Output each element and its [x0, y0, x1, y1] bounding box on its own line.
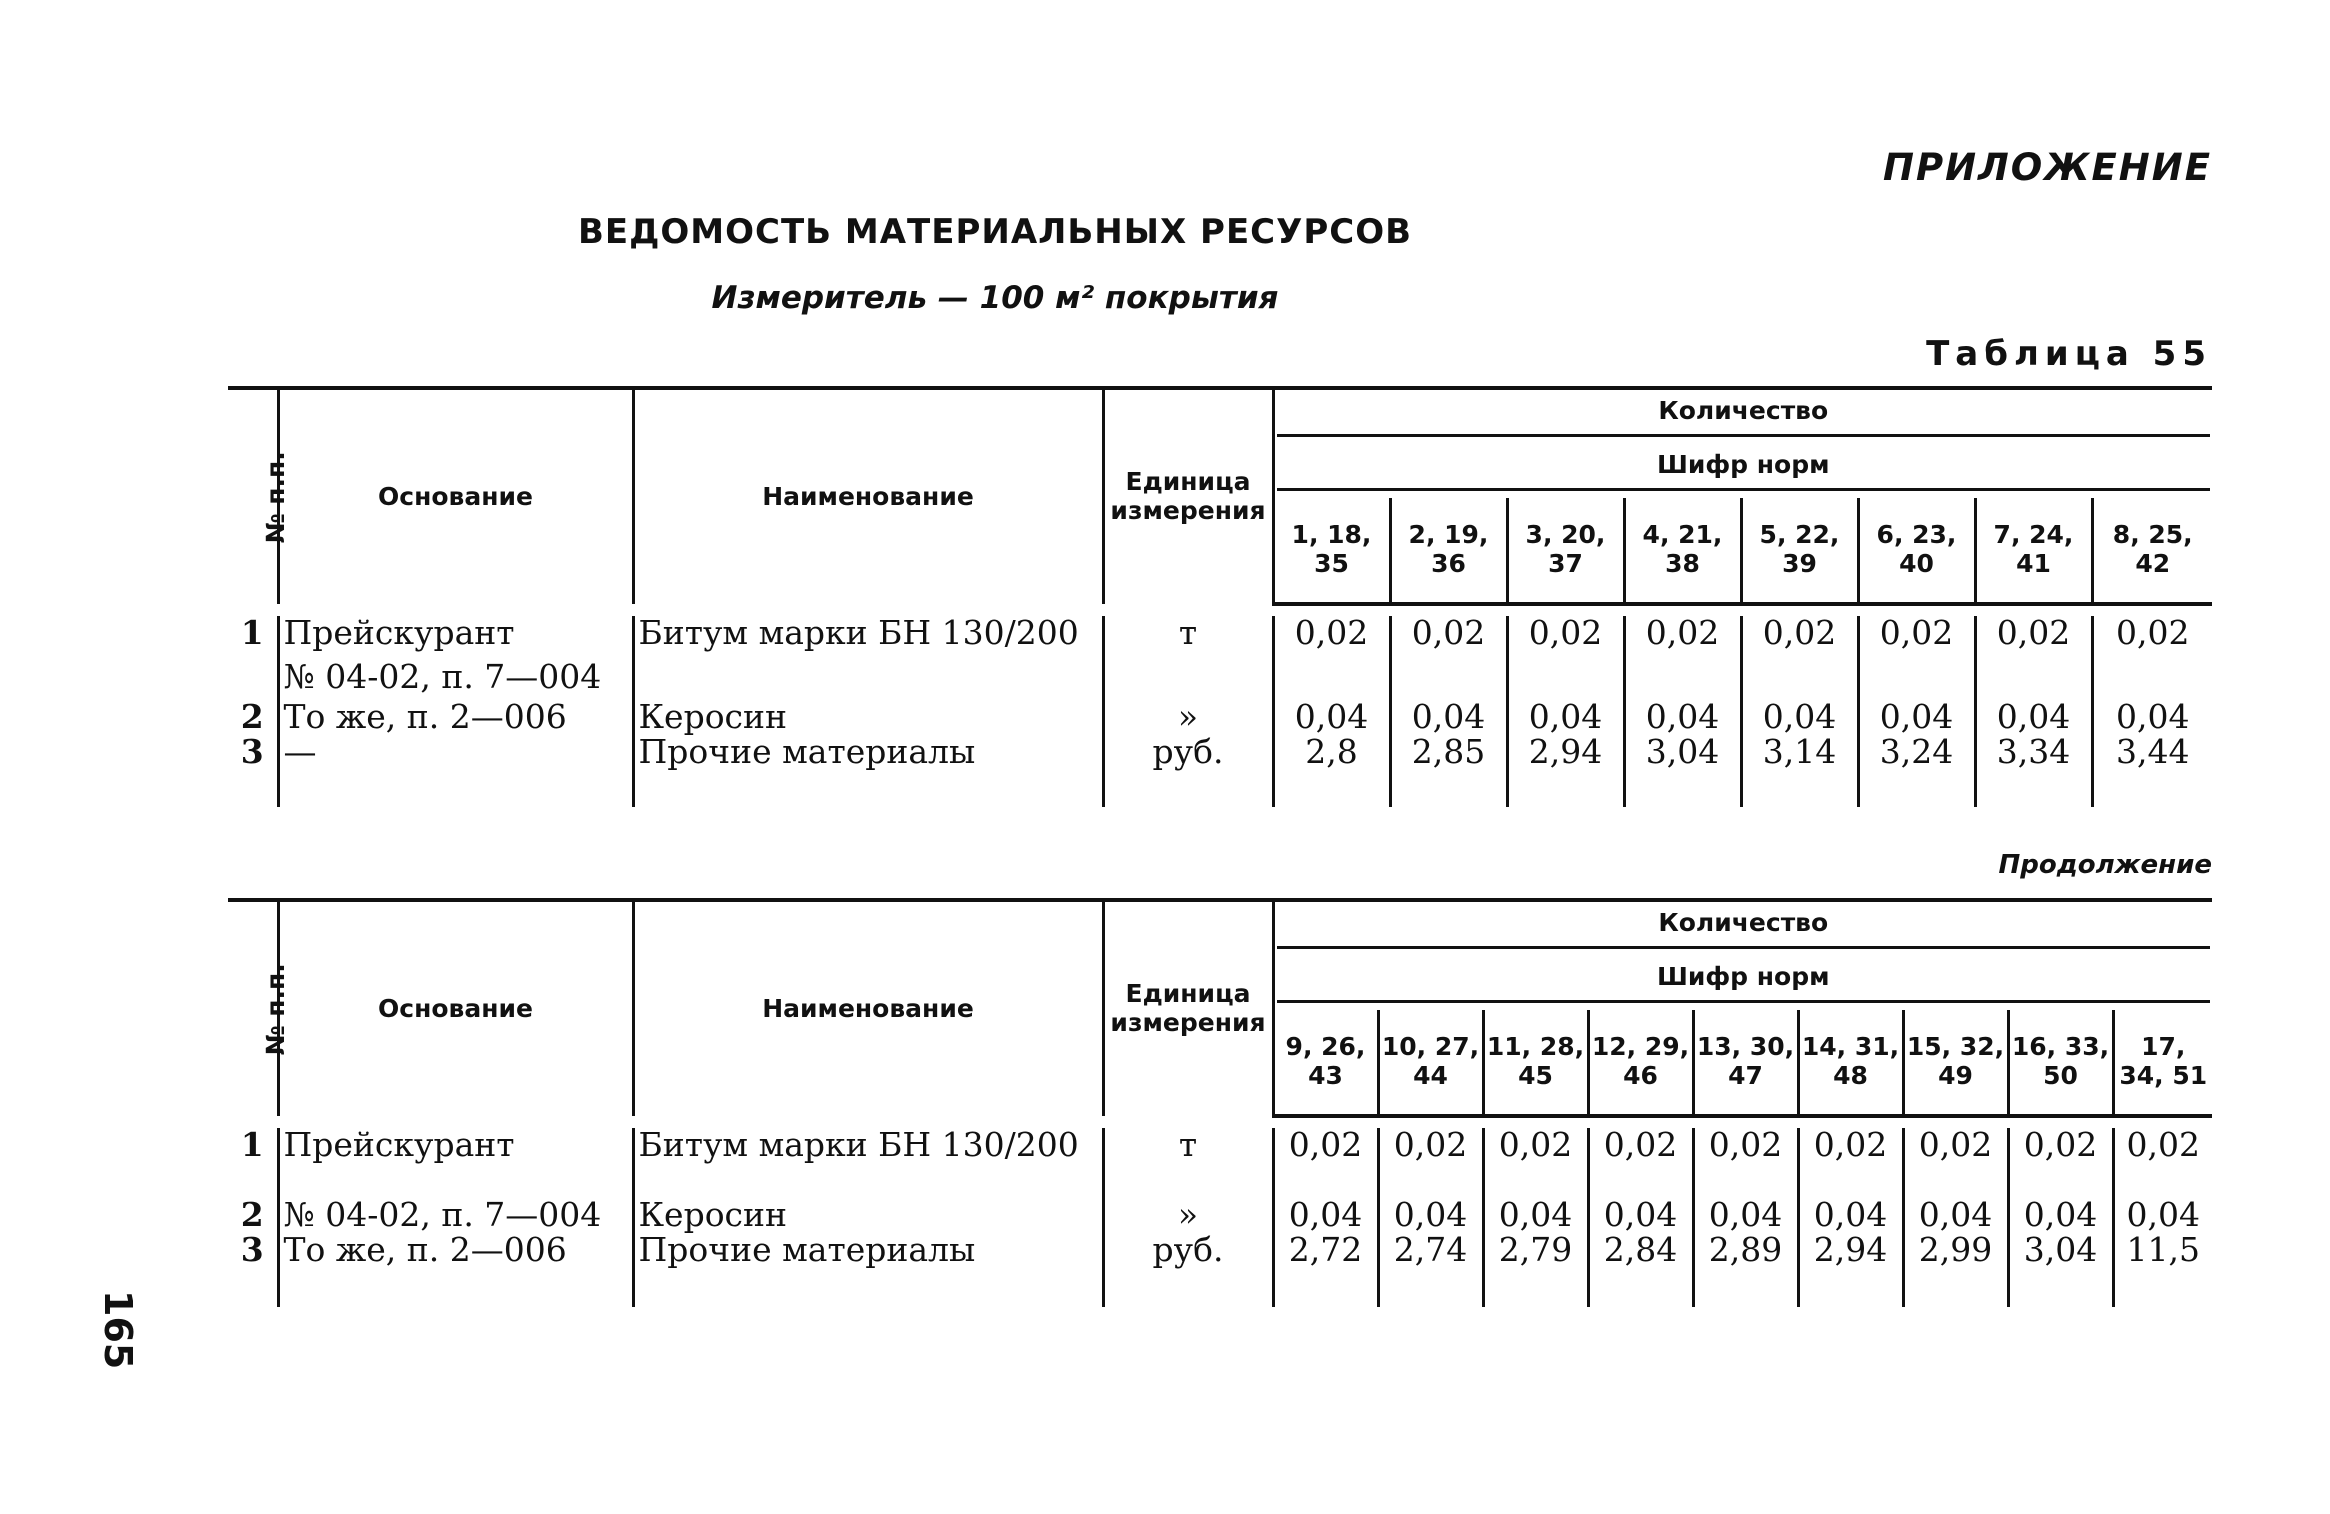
- quantity-cell: 0,02: [1741, 616, 1858, 660]
- norm-code-header: 5, 22, 39: [1741, 498, 1858, 604]
- quantity-cell: 0,04: [1858, 700, 1975, 735]
- document-title: ВЕДОМОСТЬ МАТЕРИАЛЬНЫХ РЕСУРСОВ: [577, 212, 1413, 252]
- quantity-cell: 0,04: [1378, 1198, 1483, 1233]
- norm-code-header: 2, 19, 36: [1390, 498, 1507, 604]
- row-number: 2: [240, 1195, 264, 1234]
- quantity-cell: 2,8: [1273, 735, 1390, 770]
- quantity-cell: 0,04: [1390, 700, 1507, 735]
- row-unit: »: [1103, 1198, 1273, 1233]
- row-basis: № 04-02, п. 7—004: [278, 1198, 633, 1233]
- header-num: № п.п.: [260, 450, 290, 544]
- quantity-cell: [1741, 660, 1858, 700]
- header-quantity: Количество: [1273, 900, 2212, 956]
- quantity-cell: 0,02: [1273, 616, 1390, 660]
- header-name: Наименование: [633, 388, 1103, 604]
- header-basis: Основание: [278, 900, 633, 1116]
- header-unit: Единица измерения: [1103, 900, 1273, 1116]
- quantity-cell: 0,02: [1588, 1128, 1693, 1198]
- row-basis: Прейскурант: [278, 616, 633, 660]
- resources-table-2: [228, 898, 2212, 1307]
- header-norm-code: Шифр норм: [1273, 956, 2212, 1010]
- row-number: 3: [240, 1229, 264, 1269]
- row-unit: т: [1103, 616, 1273, 660]
- table-number: Таблица 55: [1926, 334, 2212, 374]
- row-name: Битум марки БН 130/200: [633, 1128, 1103, 1198]
- row-unit: т: [1103, 1128, 1273, 1198]
- norm-code-header: 13, 30, 47: [1693, 1010, 1798, 1116]
- quantity-cell: 0,02: [1273, 1128, 1378, 1198]
- norm-code-header: 6, 23, 40: [1858, 498, 1975, 604]
- quantity-cell: 0,02: [2092, 616, 2212, 660]
- quantity-cell: 0,04: [2092, 700, 2212, 735]
- quantity-cell: 0,02: [1858, 616, 1975, 660]
- row-name: Прочие материалы: [633, 735, 1103, 770]
- row-name: Битум марки БН 130/200: [633, 616, 1103, 660]
- row-number: 2: [240, 697, 264, 736]
- quantity-cell: 0,04: [1483, 1198, 1588, 1233]
- quantity-cell: 0,04: [1693, 1198, 1798, 1233]
- norm-code-header: 17, 34, 51: [2113, 1010, 2212, 1116]
- norm-code-header: 3, 20, 37: [1507, 498, 1624, 604]
- quantity-cell: 0,04: [1903, 1198, 2008, 1233]
- quantity-cell: [1624, 660, 1741, 700]
- quantity-cell: 3,14: [1741, 735, 1858, 770]
- row-unit: [1103, 660, 1273, 700]
- quantity-cell: 0,02: [1507, 616, 1624, 660]
- quantity-cell: 2,85: [1390, 735, 1507, 770]
- quantity-cell: 2,72: [1273, 1233, 1378, 1268]
- norm-code-header: 14, 31, 48: [1798, 1010, 1903, 1116]
- row-number: 3: [240, 731, 264, 771]
- quantity-cell: 0,02: [1483, 1128, 1588, 1198]
- row-name: Керосин: [633, 1198, 1103, 1233]
- quantity-cell: 11,5: [2113, 1233, 2212, 1268]
- quantity-cell: 2,99: [1903, 1233, 2008, 1268]
- quantity-cell: 0,02: [1624, 616, 1741, 660]
- quantity-cell: 0,04: [1273, 1198, 1378, 1233]
- norm-code-header: 8, 25, 42: [2092, 498, 2212, 604]
- table-row: [228, 660, 2212, 700]
- row-basis: Прейскурант: [278, 1128, 633, 1198]
- quantity-cell: 0,04: [1975, 700, 2092, 735]
- appendix-label: ПРИЛОЖЕНИЕ: [1882, 146, 2212, 189]
- quantity-cell: [1390, 660, 1507, 700]
- table-row: [228, 616, 2212, 660]
- norm-code-header: 1, 18, 35: [1273, 498, 1390, 604]
- row-number: 1: [240, 613, 264, 652]
- row-basis: № 04-02, п. 7—004: [278, 660, 633, 700]
- quantity-cell: 2,74: [1378, 1233, 1483, 1268]
- quantity-cell: 0,04: [1741, 700, 1858, 735]
- quantity-cell: 2,84: [1588, 1233, 1693, 1268]
- quantity-cell: 2,94: [1798, 1233, 1903, 1268]
- norm-code-header: 15, 32, 49: [1903, 1010, 2008, 1116]
- quantity-cell: 2,94: [1507, 735, 1624, 770]
- quantity-cell: 0,04: [1798, 1198, 1903, 1233]
- quantity-cell: 3,24: [1858, 735, 1975, 770]
- header-unit: Единица измерения: [1103, 388, 1273, 604]
- quantity-cell: [1975, 660, 2092, 700]
- quantity-cell: 0,04: [1624, 700, 1741, 735]
- row-name: Прочие материалы: [633, 1233, 1103, 1268]
- header-name: Наименование: [633, 900, 1103, 1116]
- quantity-cell: 0,02: [1903, 1128, 2008, 1198]
- quantity-cell: [1273, 660, 1390, 700]
- row-unit: руб.: [1103, 735, 1273, 770]
- quantity-cell: [1858, 660, 1975, 700]
- table-row: [228, 1128, 2212, 1198]
- header-basis: Основание: [278, 388, 633, 604]
- table-row: [228, 1233, 2212, 1268]
- row-name: Керосин: [633, 700, 1103, 735]
- quantity-cell: 3,34: [1975, 735, 2092, 770]
- quantity-cell: 0,04: [1588, 1198, 1693, 1233]
- quantity-cell: 2,79: [1483, 1233, 1588, 1268]
- norm-code-header: 9, 26, 43: [1273, 1010, 1378, 1116]
- row-basis: То же, п. 2—006: [278, 1233, 633, 1268]
- measure-unit-line: Измеритель — 100 м² покрытия: [711, 280, 1279, 316]
- quantity-cell: 0,04: [1273, 700, 1390, 735]
- quantity-cell: [1507, 660, 1624, 700]
- quantity-cell: 0,02: [1378, 1128, 1483, 1198]
- row-name: [633, 660, 1103, 700]
- header-num: № п.п.: [260, 962, 290, 1056]
- header-norm-code: Шифр норм: [1273, 444, 2212, 498]
- quantity-cell: 3,04: [2008, 1233, 2113, 1268]
- quantity-cell: 0,04: [1507, 700, 1624, 735]
- quantity-cell: 0,02: [2008, 1128, 2113, 1198]
- quantity-cell: 0,02: [2113, 1128, 2212, 1198]
- norm-code-header: 11, 28, 45: [1483, 1010, 1588, 1116]
- table-row: [228, 735, 2212, 770]
- quantity-cell: 3,04: [1624, 735, 1741, 770]
- quantity-cell: 0,04: [2008, 1198, 2113, 1233]
- row-basis: —: [278, 735, 633, 770]
- table-row: [228, 1198, 2212, 1233]
- quantity-cell: 0,02: [1693, 1128, 1798, 1198]
- quantity-cell: 3,44: [2092, 735, 2212, 770]
- row-unit: руб.: [1103, 1233, 1273, 1268]
- norm-code-header: 16, 33, 50: [2008, 1010, 2113, 1116]
- row-unit: »: [1103, 700, 1273, 735]
- quantity-cell: 0,04: [2113, 1198, 2212, 1233]
- quantity-cell: [2092, 660, 2212, 700]
- quantity-cell: 2,89: [1693, 1233, 1798, 1268]
- continuation-label: Продолжение: [1998, 850, 2212, 880]
- norm-code-header: 4, 21, 38: [1624, 498, 1741, 604]
- row-number: 1: [240, 1125, 264, 1164]
- quantity-cell: 0,02: [1390, 616, 1507, 660]
- table-row: [228, 700, 2212, 735]
- page-number: 165: [96, 1290, 140, 1370]
- row-basis: То же, п. 2—006: [278, 700, 633, 735]
- quantity-cell: 0,02: [1798, 1128, 1903, 1198]
- quantity-cell: 0,02: [1975, 616, 2092, 660]
- row-number: [228, 660, 278, 700]
- norm-code-header: 12, 29, 46: [1588, 1010, 1693, 1116]
- resources-table-1: [228, 386, 2212, 807]
- norm-code-header: 7, 24, 41: [1975, 498, 2092, 604]
- header-quantity: Количество: [1273, 388, 2212, 444]
- norm-code-header: 10, 27, 44: [1378, 1010, 1483, 1116]
